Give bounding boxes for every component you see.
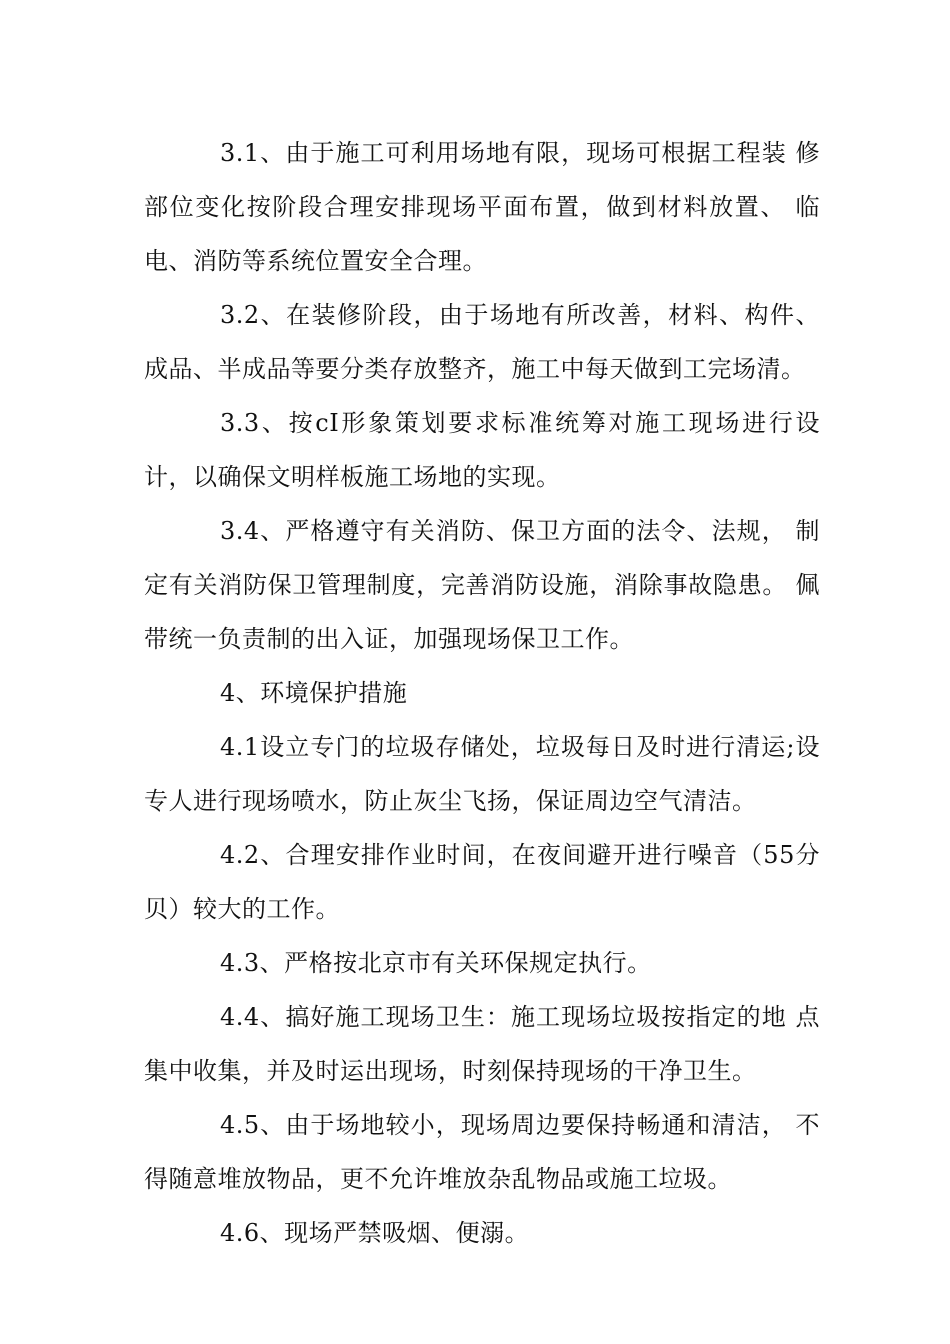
paragraph-4-6: 4.6、现场严禁吸烟、便溺。: [220, 1219, 530, 1247]
paragraph-4-5: 4.5、由于场地较小，现场周边要保持畅通和清洁， 不得随意堆放物品，更不允许堆放杂乱物品或施工垃圾。: [144, 1111, 820, 1193]
paragraph-4-1: 4.1设立专门的垃圾存储处，垃圾每日及时进行清运;设专人进行现场喷水，防止灰尘飞扬，保证周边空气清洁。: [144, 733, 820, 815]
document-body: [144, 126, 820, 1260]
paragraph-4-3: 4.3、严格按北京市有关环保规定执行。: [220, 949, 652, 977]
paragraph-4-4: 4.4、搞好施工现场卫生：施工现场垃圾按指定的地 点集中收集，并及时运出现场，时刻保持现场的干净卫生。: [144, 1003, 820, 1085]
paragraph-4-2: 4.2、合理安排作业时间，在夜间避开进行噪音（55分贝）较大的工作。: [144, 841, 820, 923]
paragraph-3-3: 3.3、按cI形象策划要求标准统筹对施工现场进行设计，以确保文明样板施工场地的实现。: [144, 409, 820, 491]
section-heading-4: 4、环境保护措施: [220, 679, 408, 707]
paragraph-3-1: 3.1、由于施工可利用场地有限，现场可根据工程装 修部位变化按阶段合理安排现场平面布置，做到材料放置、 临电、消防等系统位置安全合理。: [144, 139, 820, 275]
paragraph-3-4: 3.4、严格遵守有关消防、保卫方面的法令、法规， 制定有关消防保卫管理制度，完善消防设施，消除事故隐患。 佩带统一负责制的出入证，加强现场保卫工作。: [144, 517, 820, 653]
paragraph-3-2: 3.2、在装修阶段，由于场地有所改善，材料、构件、成品、半成品等要分类存放整齐，施工中每天做到工完场清。: [144, 301, 820, 383]
